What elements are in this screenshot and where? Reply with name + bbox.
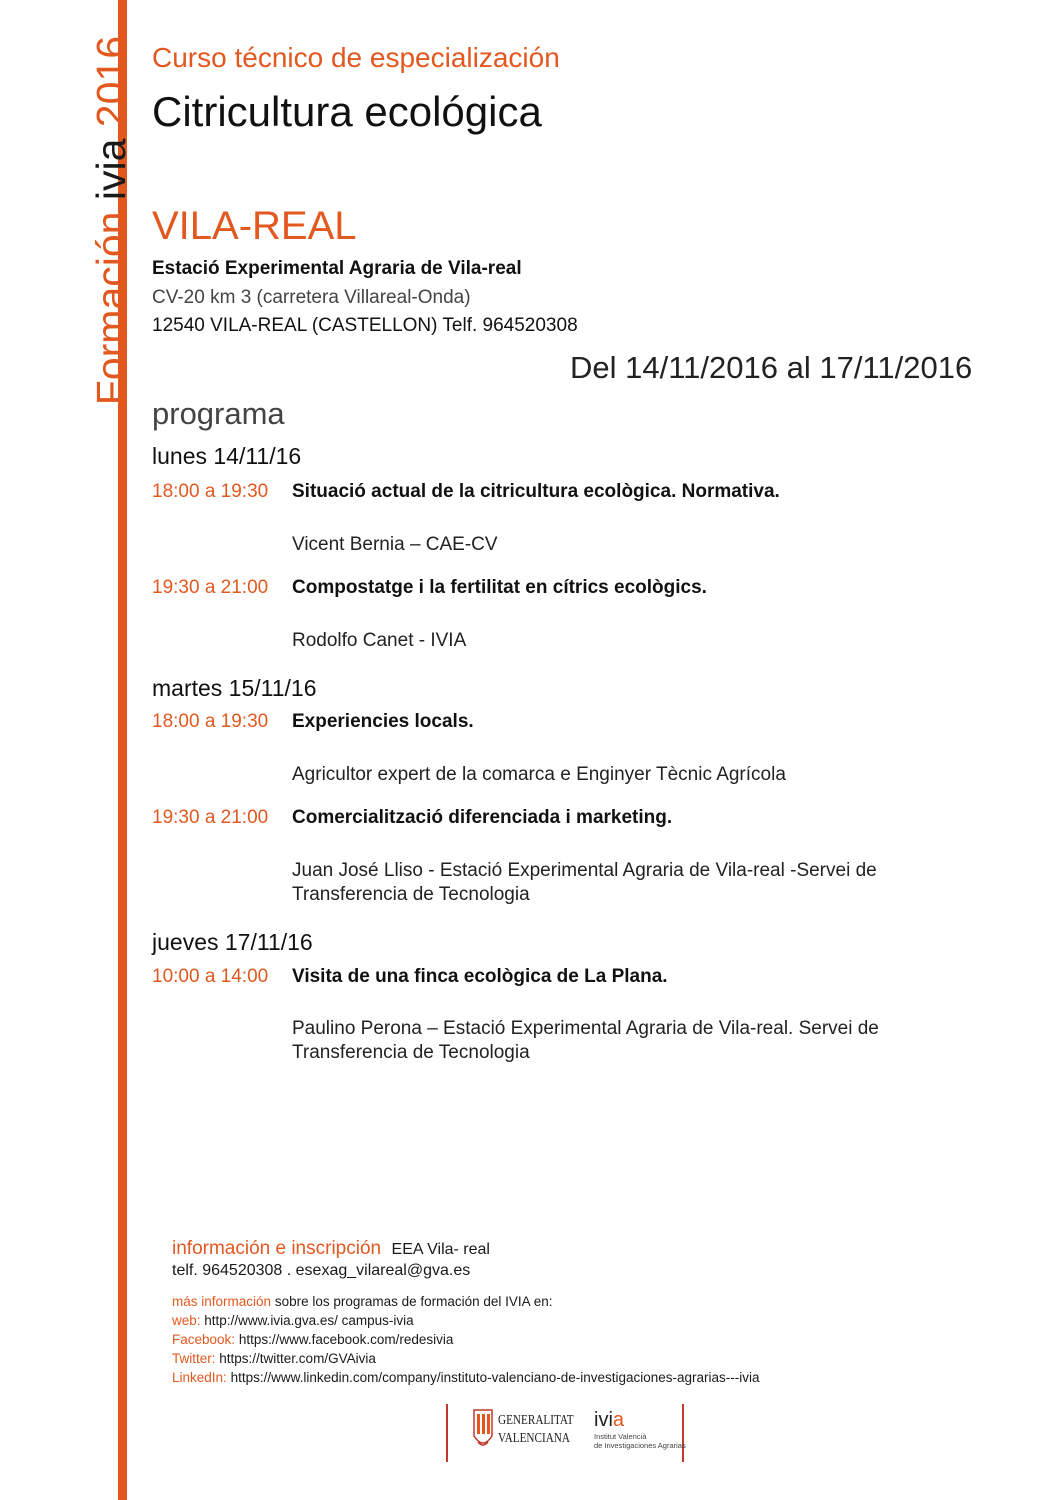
side-title-ivia: ivia [88,138,134,201]
ivia-logo-accent: a [612,1409,625,1431]
ivia-logo [594,1410,686,1450]
session-topic: Compostatge i la fertilitat en cítrics ecològics. [292,577,707,598]
generalitat-line-2: VALENCIANA [498,1431,570,1446]
logo-divider-left [446,1404,448,1462]
twitter-label: Twitter: [172,1351,216,1366]
contact-line: telf. 964520308 . esexag_vilareal@gva.es [172,1262,471,1279]
session-time: 19:30 a 21:00 [152,807,269,828]
session-speaker: Juan José Lliso - Estació Experimental Agraria de Vila-real -Servei de Transferencia de Tecnologia [292,860,877,905]
generalitat-logo [470,1406,574,1456]
ivia-subtitle-1: Institut Valencià [594,1432,647,1441]
session-speaker: Agricultor expert de la comarca e Enginyer Tècnic Agrícola [292,764,786,785]
twitter-link[interactable]: https://twitter.com/GVAivia [219,1351,376,1366]
address-line-1: CV-20 km 3 (carretera Villareal-Onda) [152,287,471,308]
ivia-subtitle-2: de Investigaciones Agrarias [594,1441,686,1450]
session-time: 19:30 a 21:00 [152,577,269,598]
web-link[interactable]: http://www.ivia.gva.es/ campus-ivia [204,1313,414,1328]
session-speaker: Paulino Perona – Estació Experimental Agraria de Vila-real. Servei de Transferencia de Tecnologia [292,1018,879,1063]
day-heading: lunes 14/11/16 [152,443,302,469]
programa-heading: programa [152,396,285,431]
session-topic: Comercialització diferenciada i marketing. [292,807,673,828]
ivia-logo-word: ivi [594,1409,613,1431]
day-heading: jueves 17/11/16 [152,929,313,955]
web-label: web: [172,1313,201,1328]
location-city: VILA-REAL [152,204,357,248]
linkedin-link[interactable]: https://www.linkedin.com/company/instituto-valenciano-de-investigaciones-agrarias---ivia [230,1370,760,1385]
course-title: Citricultura ecológica [152,88,542,135]
session-time: 10:00 a 14:00 [152,966,269,987]
session-time: 18:00 a 19:30 [152,481,269,502]
course-type: Curso técnico de especialización [152,42,560,73]
course-dates: Del 14/11/2016 al 17/11/2016 [570,350,973,385]
info-label: información e inscripción [172,1238,382,1259]
info-org: EEA Vila- real [391,1241,490,1258]
generalitat-emblem-icon [470,1406,496,1456]
address-line-2: 12540 VILA-REAL (CASTELLON) Telf. 964520308 [152,315,578,336]
footer-info [172,1238,760,1387]
session-speaker: Rodolfo Canet - IVIA [292,630,467,651]
day-heading: martes 15/11/16 [152,675,317,701]
location-center: Estació Experimental Agraria de Vila-real [152,258,522,279]
more-info-text: sobre los programas de formación del IVIA en: [274,1294,553,1309]
session-speaker: Vicent Bernia – CAE-CV [292,534,498,555]
side-title-formacion: Formación [88,200,134,406]
linkedin-label: LinkedIn: [172,1370,227,1385]
session-topic: Visita de una finca ecològica de La Plana. [292,966,668,987]
generalitat-line-1: GENERALITAT [498,1413,574,1428]
session-topic: Experiencies locals. [292,711,474,732]
side-title-year: 2016 [88,36,134,139]
facebook-link[interactable]: https://www.facebook.com/redesivia [238,1332,454,1347]
side-title [82,36,140,436]
session-topic: Situació actual de la citricultura ecològica. Normativa. [292,481,780,502]
more-info-label: más información [172,1294,272,1309]
facebook-label: Facebook: [172,1332,236,1347]
session-time: 18:00 a 19:30 [152,711,269,732]
